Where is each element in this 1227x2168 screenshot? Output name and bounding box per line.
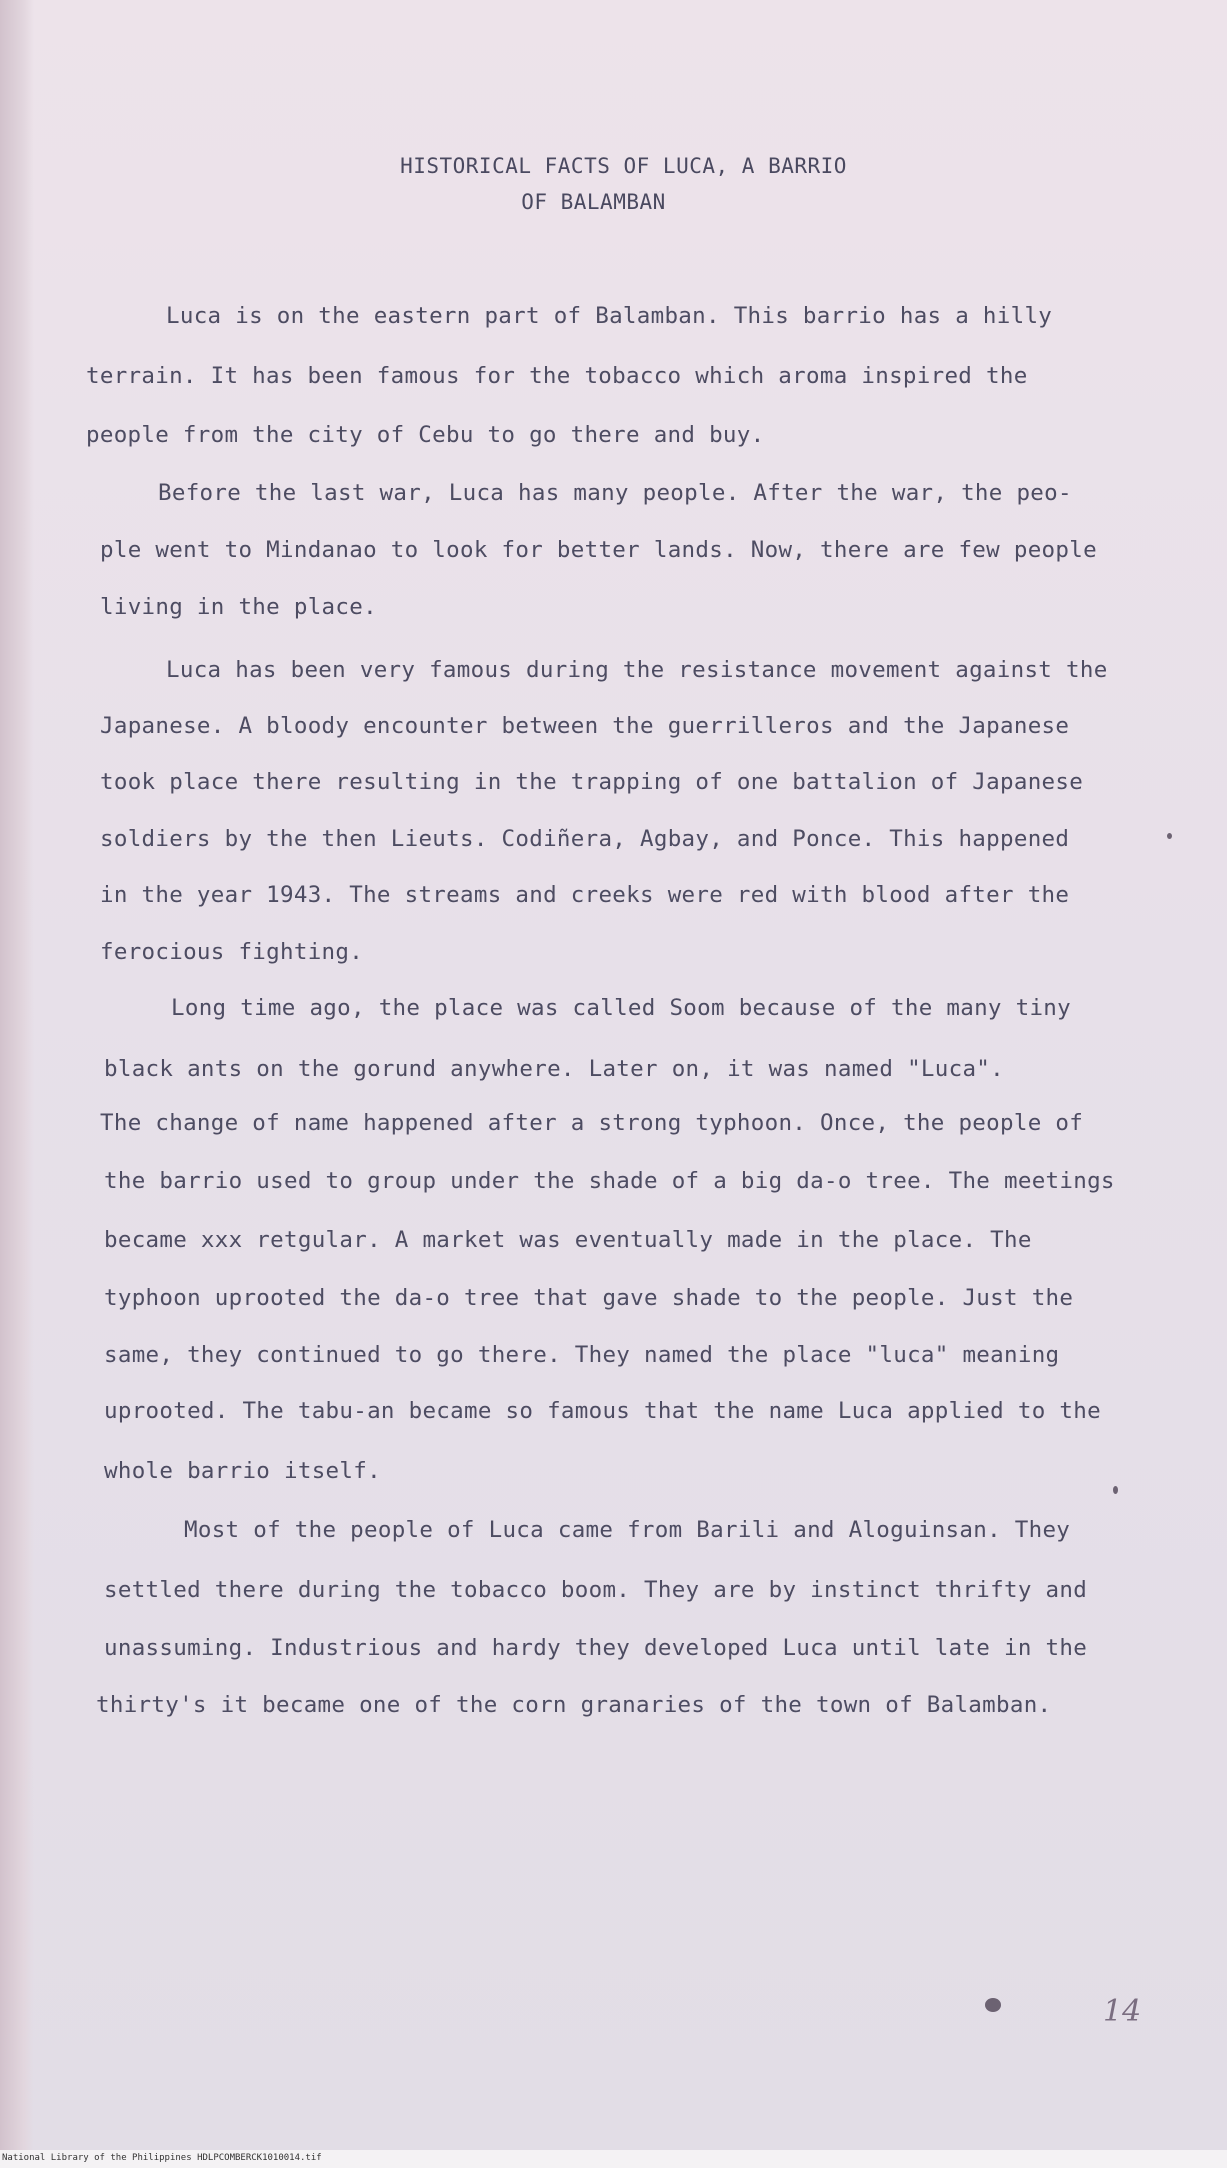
text-line: ple went to Mindanao to look for better lands. Now, there are few people xyxy=(100,537,1097,563)
text-line: thirty's it became one of the corn granaries of the town of Balamban. xyxy=(96,1692,1052,1718)
text-line: Long time ago, the place was called Soom because of the many tiny xyxy=(171,995,1071,1021)
text-line: Most of the people of Luca came from Barili and Aloguinsan. They xyxy=(184,1517,1071,1543)
text-line: The change of name happened after a strong typhoon. Once, the people of xyxy=(100,1110,1084,1136)
text-line: whole barrio itself. xyxy=(104,1458,381,1484)
page-edge-shadow xyxy=(0,0,34,2150)
text-line: Before the last war, Luca has many people. After the war, the peo- xyxy=(158,480,1072,506)
text-line: uprooted. The tabu-an became so famous that the name Luca applied to the xyxy=(104,1398,1101,1424)
text-line: ferocious fighting. xyxy=(100,939,364,965)
text-line: unassuming. Industrious and hardy they developed Luca until late in the xyxy=(104,1635,1088,1661)
text-line: Japanese. A bloody encounter between the guerrilleros and the Japanese xyxy=(100,713,1070,739)
footer-caption: National Library of the Philippines HDLPCOMBERCK1010014.tif xyxy=(2,2153,322,2163)
text-line: became xxx retgular. A market was eventually made in the place. The xyxy=(104,1227,1032,1253)
title-line-2: OF BALAMBAN xyxy=(521,190,666,214)
text-line: in the year 1943. The streams and creeks were red with blood after the xyxy=(100,882,1070,908)
text-line: same, they continued to go there. They named the place "luca" meaning xyxy=(104,1342,1060,1368)
text-line: took place there resulting in the trapping of one battalion of Japanese xyxy=(100,769,1084,795)
text-line: settled there during the tobacco boom. They are by instinct thrifty and xyxy=(104,1577,1088,1603)
ink-spot xyxy=(1113,1486,1118,1494)
page-number: 14 xyxy=(1103,1994,1142,2029)
ink-spot xyxy=(1167,833,1172,839)
text-line: typhoon uprooted the da-o tree that gave shade to the people. Just the xyxy=(104,1285,1074,1311)
text-line: Luca has been very famous during the resistance movement against the xyxy=(166,657,1108,683)
ink-spot xyxy=(985,1998,1001,2012)
title-line-1: HISTORICAL FACTS OF LUCA, A BARRIO xyxy=(400,154,847,178)
text-line: people from the city of Cebu to go there and buy. xyxy=(86,422,765,448)
text-line: the barrio used to group under the shade of a big da-o tree. The meetings xyxy=(104,1168,1115,1194)
text-line: terrain. It has been famous for the tobacco which aroma inspired the xyxy=(86,363,1028,389)
text-line: living in the place. xyxy=(100,594,377,620)
text-line: soldiers by the then Lieuts. Codiñera, Agbay, and Ponce. This happened xyxy=(100,826,1070,852)
text-line: black ants on the gorund anywhere. Later on, it was named "Luca". xyxy=(104,1056,1004,1082)
document-title xyxy=(0,148,1227,220)
text-line: Luca is on the eastern part of Balamban. This barrio has a hilly xyxy=(166,303,1053,329)
